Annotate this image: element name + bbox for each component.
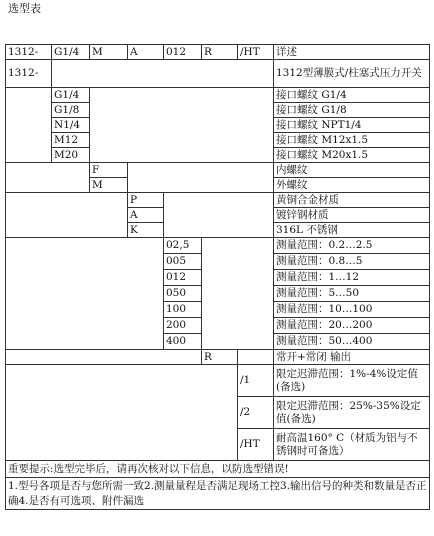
port-code: N1/4	[52, 118, 90, 133]
blank-cell	[6, 365, 238, 461]
header-cell: A	[128, 45, 164, 60]
header-cell: 1312-	[6, 45, 52, 60]
range-desc: 测量范围：20…200	[274, 318, 430, 334]
output-desc: 常开+常闭 输出	[274, 350, 430, 365]
header-cell: G1/4	[52, 45, 90, 60]
port-code: M12	[52, 133, 90, 148]
range-code: 400	[164, 334, 202, 350]
port-code: M20	[52, 148, 90, 163]
material-code: P	[128, 193, 164, 208]
header-cell: M	[90, 45, 128, 60]
material-row	[6, 193, 430, 208]
range-desc: 测量范围：1…12	[274, 270, 430, 286]
range-code: 050	[164, 286, 202, 302]
blank-cell	[6, 88, 52, 163]
material-code: K	[128, 223, 164, 238]
port-desc: 接口螺纹 NPT1/4	[274, 118, 430, 133]
notice-row	[6, 461, 430, 478]
blank-cell	[6, 193, 128, 238]
port-desc: 接口螺纹 G1/4	[274, 88, 430, 103]
blank-cell	[90, 88, 274, 163]
header-cell: /HT	[238, 45, 274, 60]
material-desc: 镀锌钢材质	[274, 208, 430, 223]
header-cell: R	[202, 45, 238, 60]
thread-desc: 外螺纹	[274, 178, 430, 193]
blank-cell	[128, 163, 274, 193]
port-desc: 接口螺纹 G1/8	[274, 103, 430, 118]
notice-detail-row	[6, 478, 430, 510]
thread-code: M	[90, 178, 128, 193]
port-code: G1/4	[52, 88, 90, 103]
notice-detail: 1.型号各项是否与您所需一致2.测量量程是否满足现场工控3.输出信号的种类和数量是否正确4.是否有可选项、附件漏选	[6, 478, 430, 510]
blank-cell	[6, 238, 164, 350]
blank-cell	[52, 60, 274, 88]
range-desc: 测量范围：5…50	[274, 286, 430, 302]
port-row	[6, 88, 430, 103]
notice-text: 重要提示:选型完毕后，请再次核对以下信息，以防选型错误!	[6, 461, 430, 478]
option-code: /1	[238, 365, 274, 397]
output-row	[6, 350, 430, 365]
port-desc: 接口螺纹 M12x1.5	[274, 133, 430, 148]
model-code: 1312-	[6, 60, 52, 88]
port-desc: 接口螺纹 M20x1.5	[274, 148, 430, 163]
blank-cell	[202, 238, 274, 350]
model-row	[6, 60, 430, 88]
selection-table	[5, 44, 430, 510]
material-code: A	[128, 208, 164, 223]
output-code: R	[202, 350, 238, 365]
option-desc: 耐高温160° C（材质为铝与不锈钢时可备选）	[274, 429, 430, 461]
material-desc: 黄铜合金材质	[274, 193, 430, 208]
blank-cell	[164, 193, 274, 238]
range-code: 012	[164, 270, 202, 286]
model-desc: 1312型薄膜式/柱塞式压力开关	[274, 60, 430, 88]
option-desc: 限定迟滞范围：1%-4%设定值(备选)	[274, 365, 430, 397]
page-title: 选型表	[8, 2, 41, 15]
range-code: 200	[164, 318, 202, 334]
range-code: 100	[164, 302, 202, 318]
thread-row	[6, 163, 430, 178]
option-code: /2	[238, 397, 274, 429]
header-row	[6, 45, 430, 60]
thread-code: F	[90, 163, 128, 178]
blank-cell	[6, 163, 90, 193]
option-code: /HT	[238, 429, 274, 461]
material-desc: 316L 不锈钢	[274, 223, 430, 238]
range-row	[6, 238, 430, 254]
range-code: 02,5	[164, 238, 202, 254]
option-desc: 限定迟滞范围：25%-35%设定值(备选)	[274, 397, 430, 429]
range-desc: 测量范围：50…400	[274, 334, 430, 350]
range-code: 005	[164, 254, 202, 270]
thread-desc: 内螺纹	[274, 163, 430, 178]
header-cell: 详述	[274, 45, 430, 60]
blank-cell	[6, 350, 202, 365]
range-desc: 测量范围：0.8…5	[274, 254, 430, 270]
option-row	[6, 365, 430, 397]
port-code: G1/8	[52, 103, 90, 118]
range-desc: 测量范围：0.2…2.5	[274, 238, 430, 254]
header-cell: 012	[164, 45, 202, 60]
blank-cell	[238, 350, 274, 365]
range-desc: 测量范围：10…100	[274, 302, 430, 318]
